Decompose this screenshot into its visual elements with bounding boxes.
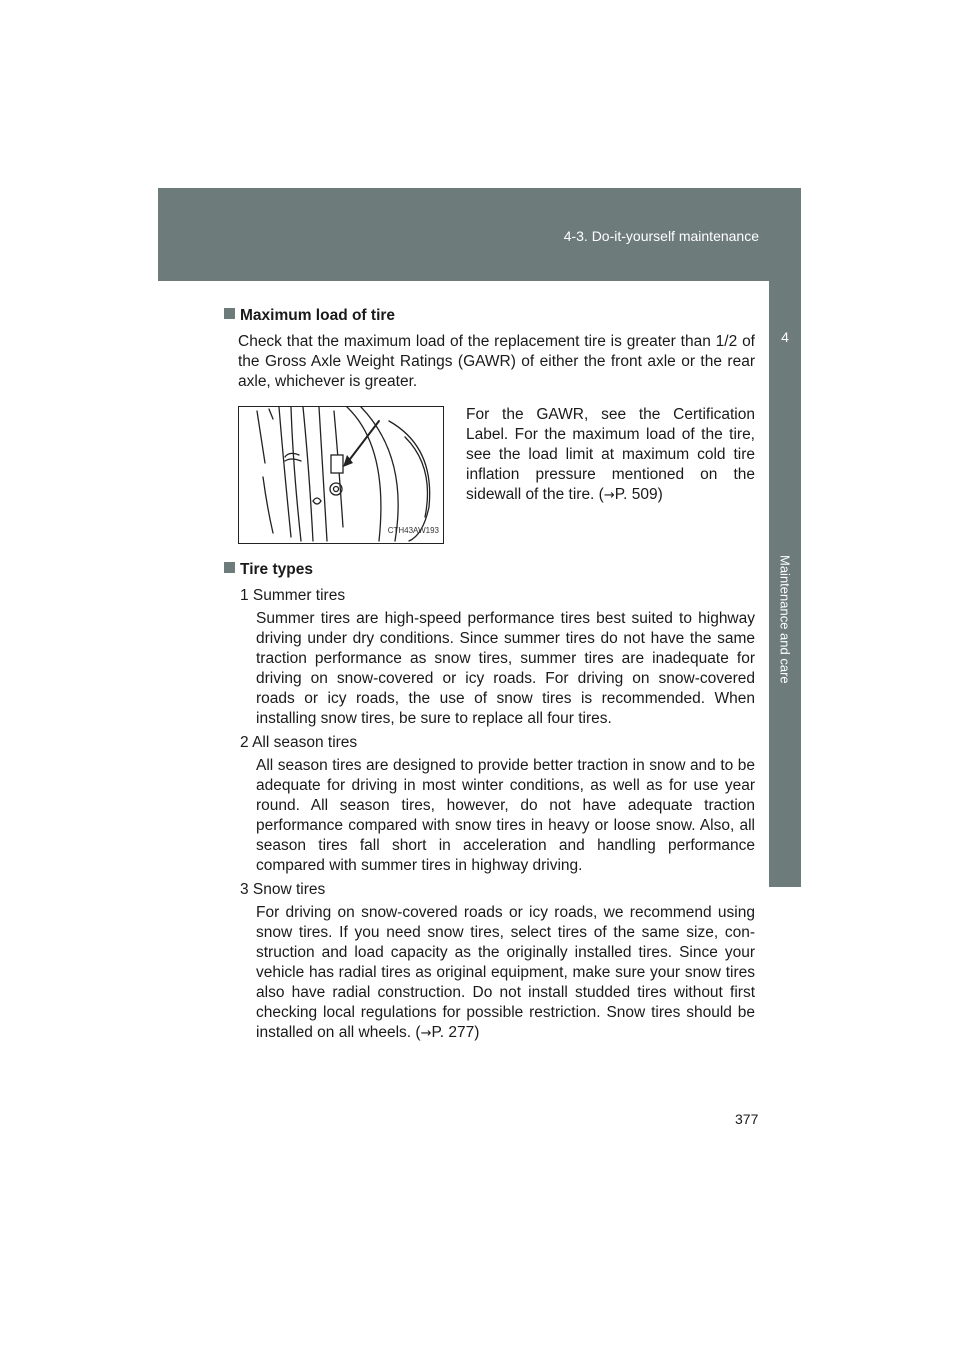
page-number: 377 [735, 1111, 759, 1127]
list-item-body: Summer tires are high-speed performance tires best suited to highway driving under dry conditions. Since summer tires do not have the same traction performance as snow tires, summer tires are inadequate for driving on snow-covered or icy roads. For driving on snow-covered roads or icy roads, the use of snow tires is recommended. When installing snow tires, be sure to replace all four tires. [256, 610, 755, 727]
door-jamb-label-figure [238, 406, 444, 544]
section-heading-max-load: Maximum load of tire [224, 306, 755, 326]
list-item-title: 1 Summer tires [240, 587, 346, 604]
list-item-all-season-tires [240, 733, 755, 876]
figure-description: For the GAWR, see the Certification Label. For the maximum load of the tire, see the load limit at maximum cold tire inflation pressure mentioned on the sidewall of the tire. (→P. 509) [466, 406, 755, 503]
page-content [224, 306, 755, 1044]
list-item-title: 2 All season tires [240, 734, 358, 751]
figure-code: CTH43AW193 [387, 526, 439, 535]
heading-square-icon [224, 308, 235, 319]
list-item-snow-tires [240, 880, 755, 1044]
list-item-body: All season tires are designed to provide better traction in snow and to be adequate for driving in most winter conditions, as well as for use year round. All season tires, however, do not have adequate traction performance compared with snow tires in heavy or loose snow. Also, all season tires fall short in acceleration and handling performance compared with summer tires in highway driving. [256, 757, 755, 874]
heading-square-icon [224, 562, 235, 573]
section-heading-tire-types: Tire types [224, 560, 755, 580]
arrow-right-icon: → [420, 1026, 432, 1041]
chapter-name: Maintenance and care [777, 554, 793, 684]
list-item-title: 3 Snow tires [240, 881, 326, 898]
chapter-number: 4 [781, 329, 789, 345]
figure-row [238, 406, 755, 548]
max-load-body: Check that the maximum load of the replacement tire is greater than 1/2 of the Gross Axle Weight Ratings (GAWR) of either the front axle or the rear axle, whichever is greater. [238, 333, 755, 390]
header-band [158, 188, 801, 281]
list-item-body: For driving on snow-covered roads or icy roads, we recommend using snow tires. If you need snow tires, select tires of the same size, con-struction and load capacity as the originally installed tires. Since your vehicle has radial tires as original equipment, make sure your snow tires also have radial construction. Do not install studded tires without first checking local regulations for possible restriction. Snow tires should be installed on all wheels. (→P. 277) [256, 904, 755, 1041]
chapter-tab [769, 351, 801, 887]
chapter-number-tab [769, 281, 801, 351]
section-title: 4-3. Do-it-yourself maintenance [563, 228, 759, 244]
arrow-right-icon: → [603, 488, 615, 503]
list-item-summer-tires [240, 586, 755, 729]
